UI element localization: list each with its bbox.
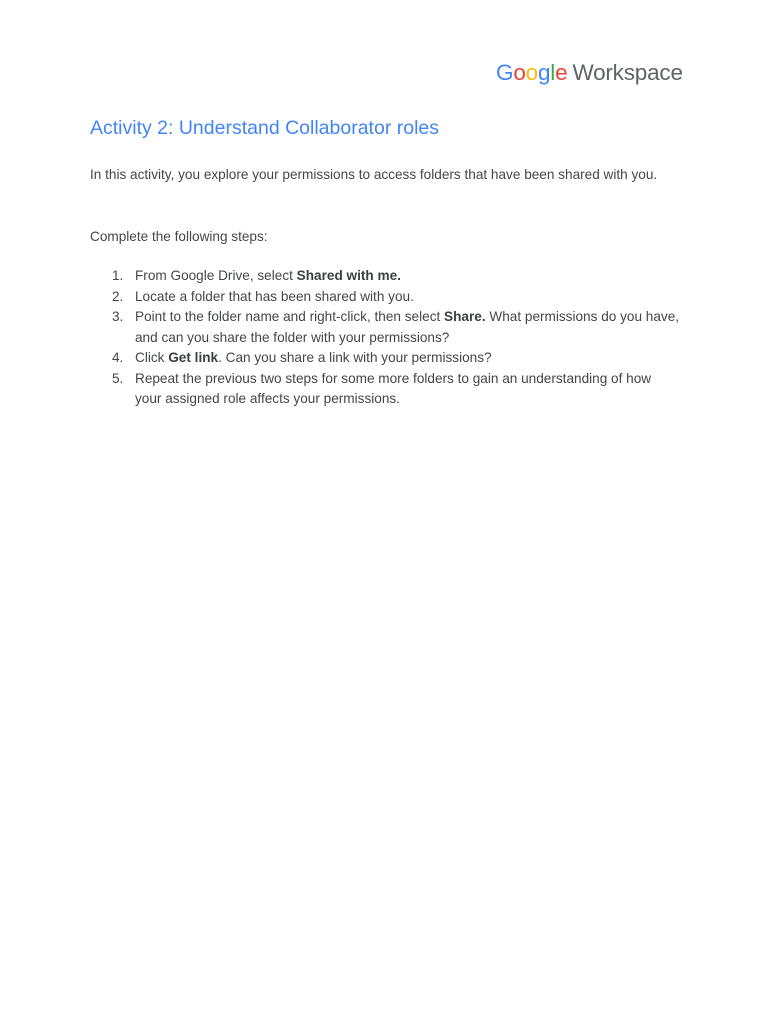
logo-letter: e xyxy=(555,60,568,85)
step-item xyxy=(90,348,680,369)
logo-letter: l xyxy=(550,60,556,85)
step-number: 1. xyxy=(112,268,124,283)
step-text: What permissions do you have, and can you share the folder with your permissions? xyxy=(135,309,680,345)
instructions-paragraph: Complete the following steps: xyxy=(90,229,268,244)
logo-product-name: Workspace xyxy=(572,60,683,85)
step-item xyxy=(90,266,680,287)
step-bold-text: Get link xyxy=(168,350,219,365)
step-bold-text: Shared with me. xyxy=(296,268,401,283)
step-text: Repeat the previous two steps for some more folders to gain an understanding of how your assigned role affects your permissions. xyxy=(135,370,652,406)
document-title: Activity 2: Understand Collaborator roles xyxy=(90,117,439,139)
step-number: 4. xyxy=(112,350,124,365)
step-item xyxy=(90,307,680,348)
step-number: 3. xyxy=(112,309,124,324)
step-item xyxy=(90,287,680,308)
intro-paragraph: In this activity, you explore your permissions to access folders that have been shared with you. xyxy=(90,167,658,182)
logo-letter: g xyxy=(537,60,551,85)
step-text: Locate a folder that has been shared with you. xyxy=(135,288,414,304)
step-text: Click xyxy=(135,350,169,365)
google-workspace-logo xyxy=(496,58,683,88)
step-text: Point to the folder name and right-click, then select xyxy=(135,309,445,324)
logo-letter: G xyxy=(496,60,514,85)
logo-letter: o xyxy=(513,60,526,85)
logo-letter: o xyxy=(525,60,538,85)
step-number: 5. xyxy=(112,370,124,386)
step-bold-text: Share. xyxy=(444,309,486,324)
step-text: From Google Drive, select xyxy=(135,268,297,283)
steps-list xyxy=(90,266,680,410)
step-text: . Can you share a link with your permissions? xyxy=(218,350,492,365)
step-number: 2. xyxy=(112,288,124,304)
step-item xyxy=(90,369,680,410)
